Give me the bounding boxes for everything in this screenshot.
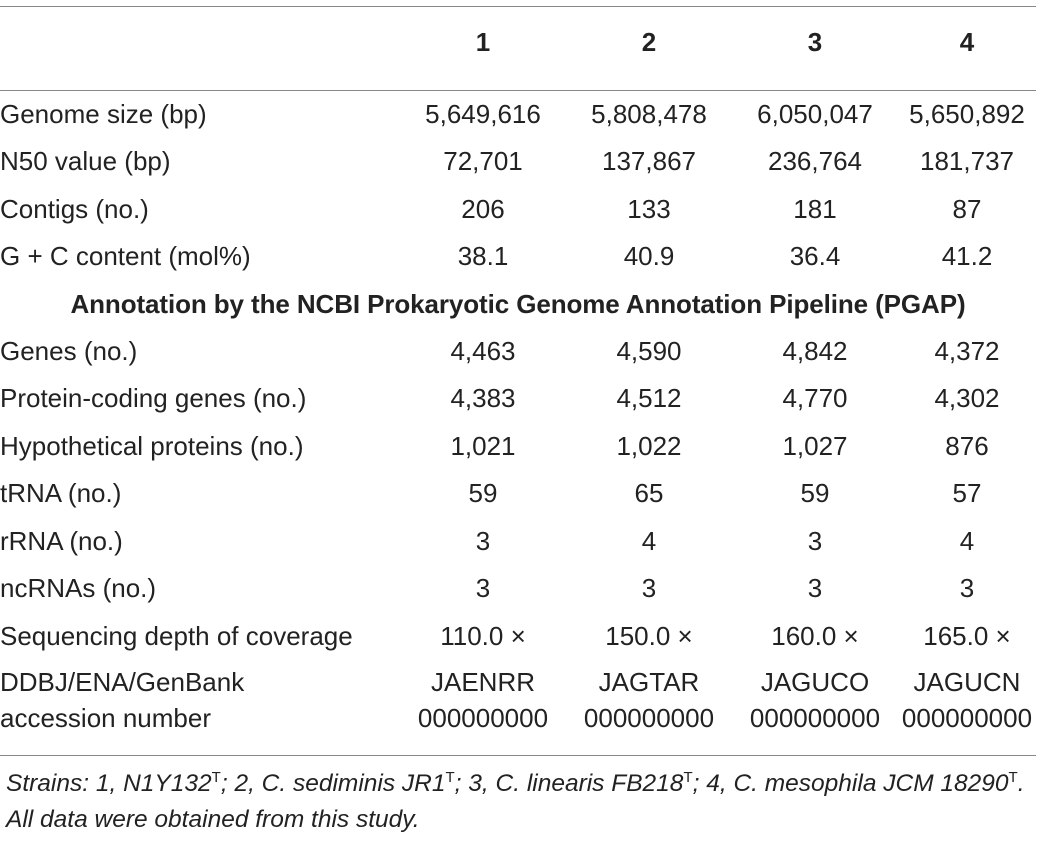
bottom-rule bbox=[0, 755, 1036, 756]
cell-value: 4 bbox=[959, 525, 975, 556]
cell-value: 87 bbox=[952, 193, 982, 224]
footnote-text: . All data were obtained from this study. bbox=[6, 770, 1025, 833]
accession-prefix: JAGUCN bbox=[913, 666, 1021, 697]
type-strain-superscript: T bbox=[1008, 768, 1018, 786]
cell-value: 4 bbox=[641, 525, 657, 556]
row-label: tRNA (no.) bbox=[0, 478, 122, 509]
accession-prefix: JAGTAR bbox=[598, 666, 700, 697]
cell-value: 38.1 bbox=[457, 241, 509, 272]
table-row bbox=[0, 422, 1036, 470]
accession-cell bbox=[400, 660, 566, 738]
table-row bbox=[0, 138, 1036, 186]
cell-value: 133 bbox=[627, 193, 671, 224]
row-label: Genes (no.) bbox=[0, 335, 138, 366]
cell-value: 1,022 bbox=[616, 430, 682, 461]
cell-value: 72,701 bbox=[443, 146, 523, 177]
accession-suffix: 000000000 bbox=[749, 702, 881, 733]
table-row bbox=[0, 90, 1036, 138]
section-heading-row bbox=[0, 280, 1036, 327]
table-row bbox=[0, 517, 1036, 565]
table-header-row bbox=[0, 18, 1036, 66]
row-label: G + C content (mol%) bbox=[0, 241, 251, 272]
column-header: 1 bbox=[475, 27, 491, 57]
section-heading: Annotation by the NCBI Prokaryotic Genome Annotation Pipeline (PGAP) bbox=[70, 288, 966, 319]
cell-value: 59 bbox=[468, 478, 498, 509]
accession-suffix: 000000000 bbox=[417, 702, 549, 733]
table-row bbox=[0, 185, 1036, 233]
footnote-text: ; 2, C. sediminis JR1 bbox=[220, 770, 446, 797]
table-footnote bbox=[6, 766, 1036, 838]
row-label: Genome size (bp) bbox=[0, 98, 207, 129]
cell-value: 4,770 bbox=[782, 383, 848, 414]
cell-value: 3 bbox=[959, 573, 975, 604]
cell-value: 36.4 bbox=[789, 241, 841, 272]
accession-cell bbox=[898, 660, 1036, 738]
cell-value: 110.0 × bbox=[440, 620, 526, 651]
spacer-row bbox=[0, 66, 1036, 90]
cell-value: 4,463 bbox=[450, 335, 516, 366]
genome-features-table bbox=[0, 18, 1036, 738]
cell-value: 4,383 bbox=[450, 383, 516, 414]
type-strain-superscript: T bbox=[445, 768, 455, 786]
cell-value: 41.2 bbox=[941, 241, 993, 272]
row-label: Contigs (no.) bbox=[0, 193, 149, 224]
row-label bbox=[0, 660, 400, 738]
cell-value: 137,867 bbox=[602, 146, 696, 177]
cell-value: 4,372 bbox=[934, 335, 1000, 366]
cell-value: 3 bbox=[475, 525, 491, 556]
cell-value: 4,302 bbox=[934, 383, 1000, 414]
cell-value: 181,737 bbox=[920, 146, 1014, 177]
column-header: 3 bbox=[807, 27, 823, 57]
accession-row bbox=[0, 660, 1036, 738]
cell-value: 4,842 bbox=[782, 335, 848, 366]
row-label: rRNA (no.) bbox=[0, 525, 123, 556]
cell-value: 3 bbox=[807, 525, 823, 556]
column-header: 2 bbox=[641, 27, 657, 57]
type-strain-superscript: T bbox=[211, 768, 221, 786]
type-strain-superscript: T bbox=[683, 768, 693, 786]
cell-value: 3 bbox=[807, 573, 823, 604]
cell-value: 1,027 bbox=[782, 430, 848, 461]
cell-value: 1,021 bbox=[450, 430, 516, 461]
cell-value: 165.0 × bbox=[923, 620, 1011, 651]
row-label: Sequencing depth of coverage bbox=[0, 620, 353, 651]
row-label: N50 value (bp) bbox=[0, 146, 171, 177]
cell-value: 206 bbox=[461, 193, 505, 224]
column-header: 4 bbox=[959, 27, 975, 57]
cell-value: 57 bbox=[952, 478, 982, 509]
accession-cell bbox=[566, 660, 732, 738]
row-label: ncRNAs (no.) bbox=[0, 573, 157, 604]
top-rule bbox=[0, 6, 1036, 7]
cell-value: 4,590 bbox=[616, 335, 682, 366]
cell-value: 5,808,478 bbox=[591, 98, 707, 129]
row-label: Hypothetical proteins (no.) bbox=[0, 430, 304, 461]
table-row bbox=[0, 612, 1036, 660]
cell-value: 181 bbox=[793, 193, 837, 224]
cell-value: 40.9 bbox=[623, 241, 675, 272]
accession-suffix: 000000000 bbox=[583, 702, 715, 733]
table-row bbox=[0, 375, 1036, 423]
cell-value: 236,764 bbox=[768, 146, 862, 177]
cell-value: 160.0 × bbox=[771, 620, 859, 651]
footnote-text: ; 4, C. mesophila JCM 18290 bbox=[692, 770, 1009, 797]
cell-value: 5,650,892 bbox=[909, 98, 1025, 129]
table-row bbox=[0, 233, 1036, 281]
accession-suffix: 000000000 bbox=[901, 702, 1033, 733]
table-row bbox=[0, 327, 1036, 375]
table-row bbox=[0, 470, 1036, 518]
footnote-text: Strains: 1, N1Y132 bbox=[6, 770, 212, 797]
accession-label-line2: accession number bbox=[0, 702, 211, 733]
cell-value: 876 bbox=[945, 430, 989, 461]
accession-prefix: JAENRR bbox=[430, 666, 535, 697]
cell-value: 4,512 bbox=[616, 383, 682, 414]
cell-value: 59 bbox=[800, 478, 830, 509]
header-label-cell bbox=[0, 18, 400, 66]
cell-value: 3 bbox=[475, 573, 491, 604]
accession-cell bbox=[732, 660, 898, 738]
accession-prefix: JAGUCO bbox=[760, 666, 870, 697]
cell-value: 6,050,047 bbox=[757, 98, 873, 129]
footnote-text: ; 3, C. linearis FB218 bbox=[454, 770, 684, 797]
cell-value: 5,649,616 bbox=[425, 98, 541, 129]
row-label: Protein-coding genes (no.) bbox=[0, 383, 307, 414]
cell-value: 150.0 × bbox=[605, 620, 693, 651]
accession-label-line1: DDBJ/ENA/GenBank bbox=[0, 666, 245, 697]
cell-value: 3 bbox=[641, 573, 657, 604]
cell-value: 65 bbox=[634, 478, 664, 509]
table-row bbox=[0, 565, 1036, 613]
